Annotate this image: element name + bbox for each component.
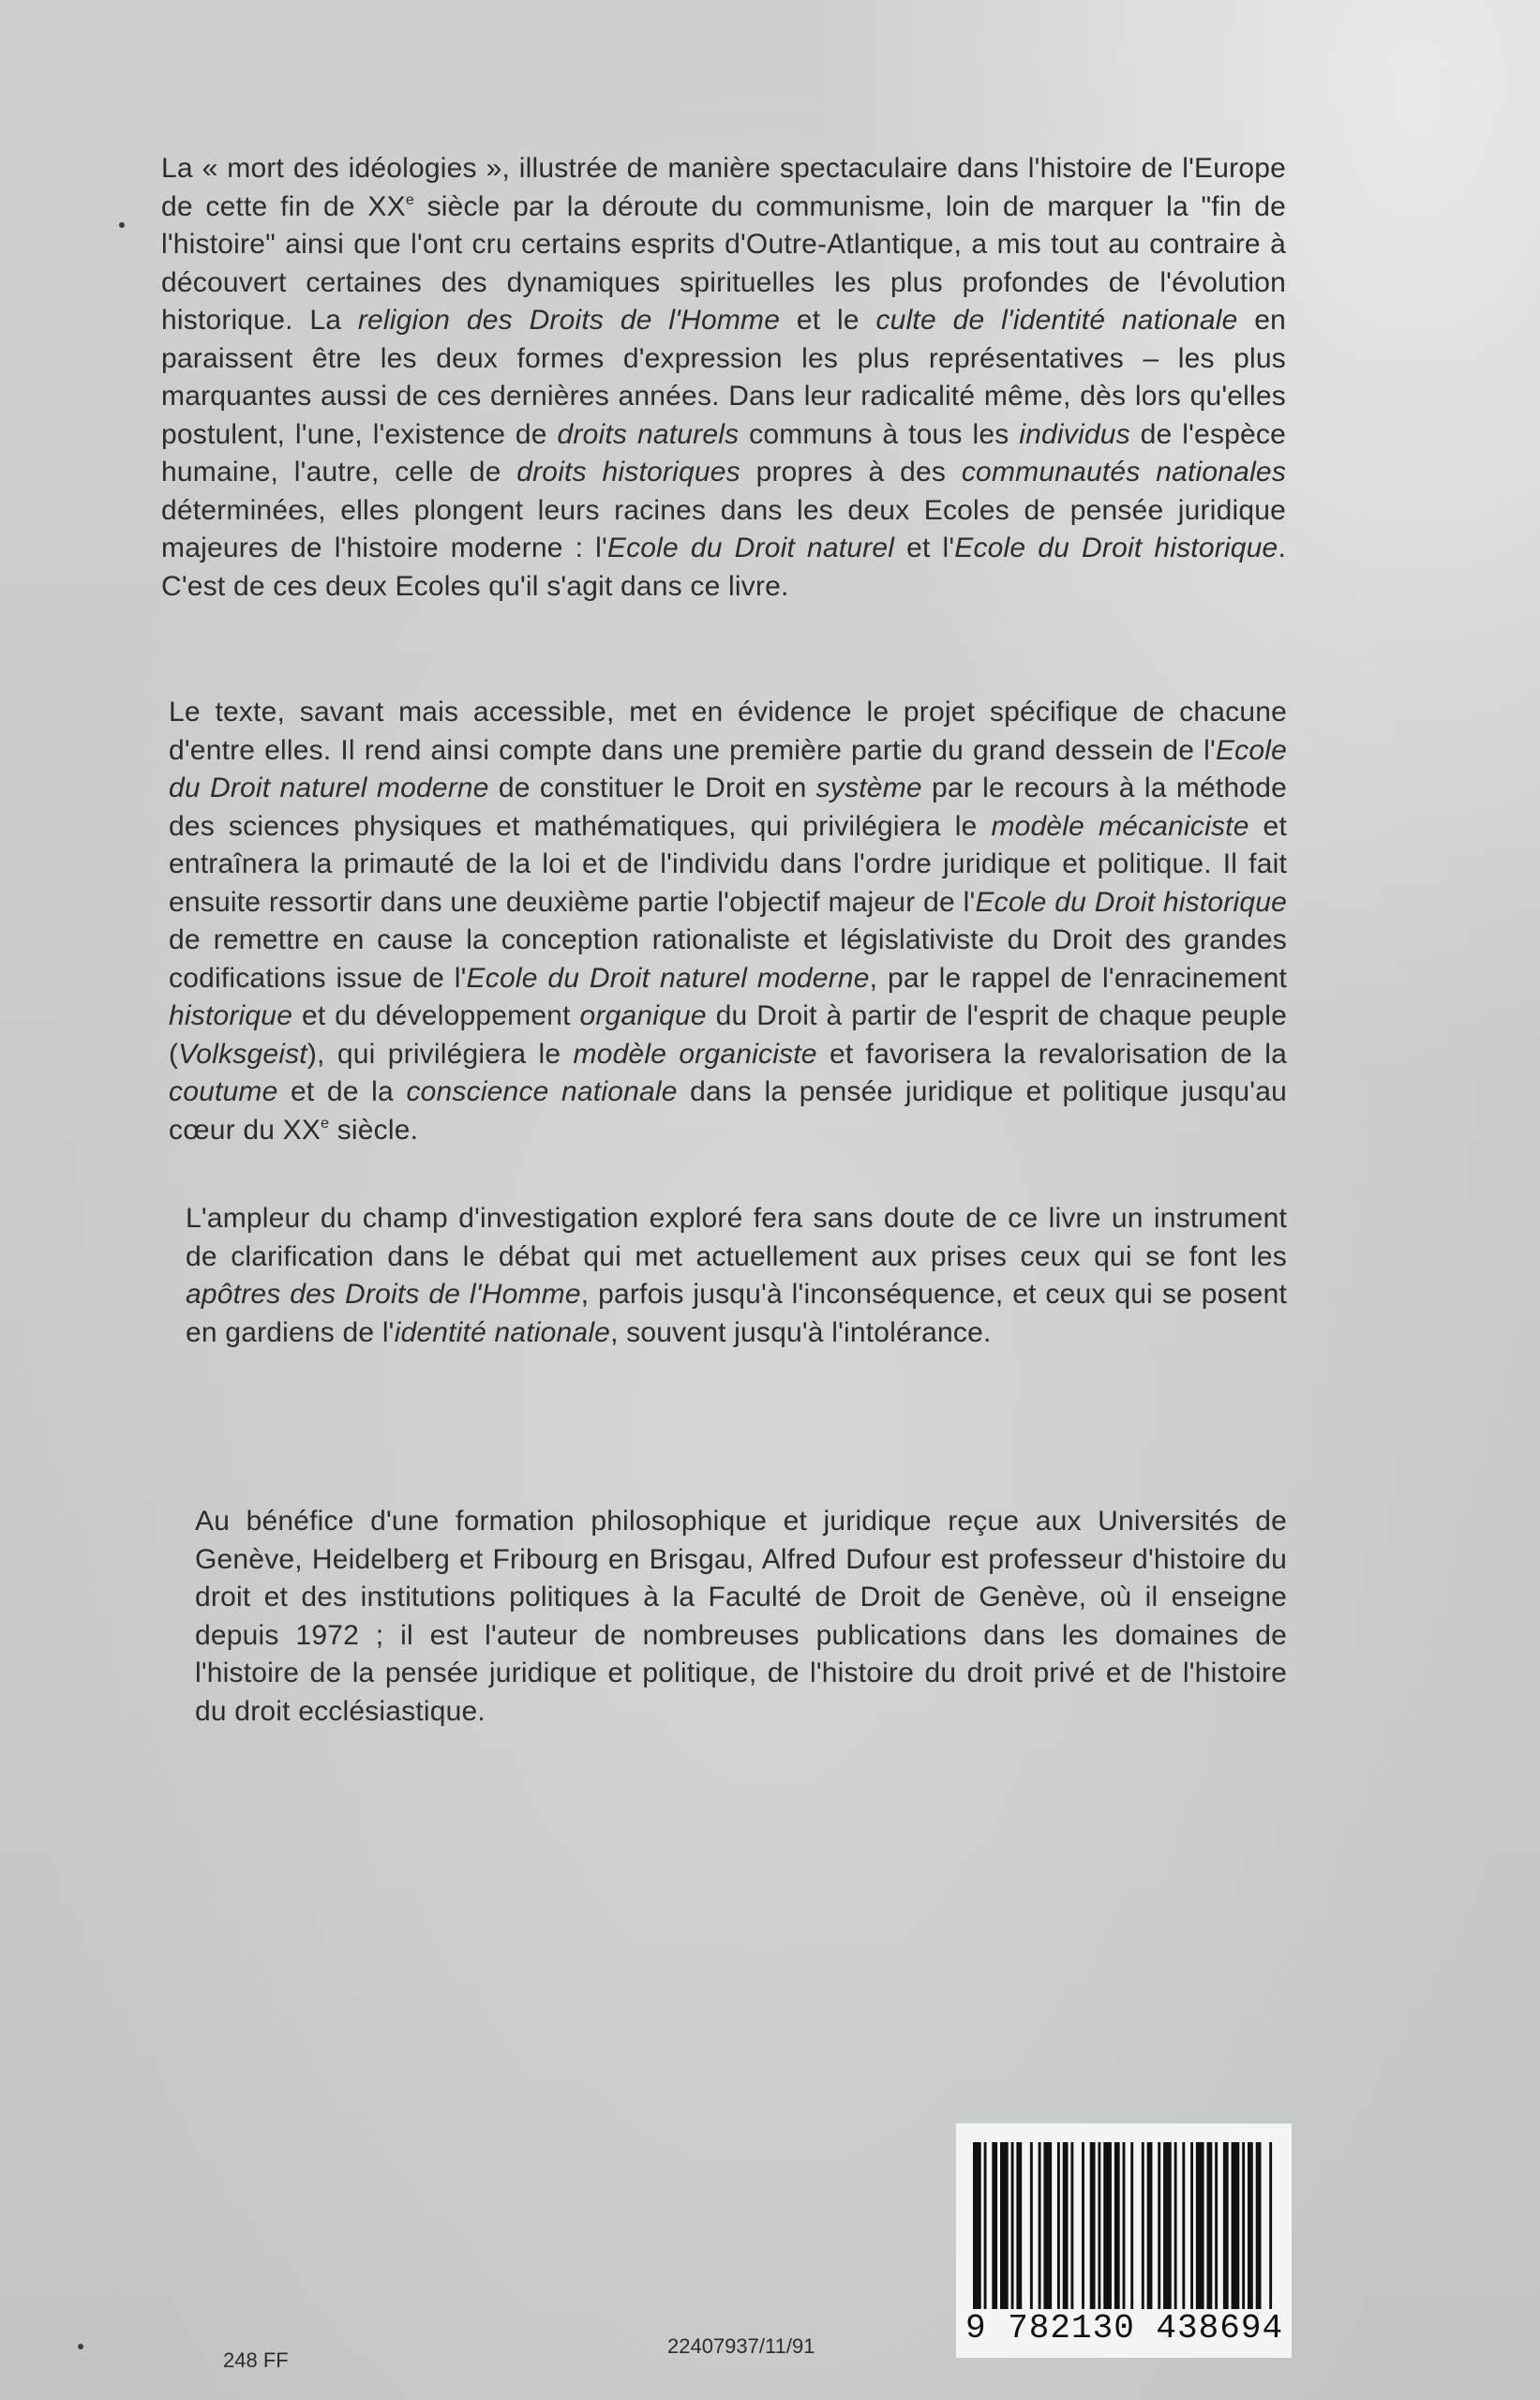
speck xyxy=(119,222,125,228)
blurb-paragraph-3: L'ampleur du champ d'investigation exploré fera sans doute de ce livre un instrument de clarification dans le débat qui met actuellement aux prises ceux qui se font les apôtres des Droits de l'Homme, parfois jusqu'à l'inconséquence, et ceux qui se posent en gardiens de l'identité nationale, souvent jusqu'à l'intolérance. xyxy=(186,1203,1287,1348)
price-label: 248 FF xyxy=(223,2348,289,2372)
author-bio: Au bénéfice d'une formation philosophique et juridique reçue aux Universités de Genève, Heidelberg et Fribourg en Brisgau, Alfred Dufour est professeur d'histoire du droit et des institutions politiques à la Faculté de Droit de Genève, où il enseigne depuis 1972 ; il est l'auteur de nombreuses publications dans les domaines de l'histoire de la pensée juridique et politique, de l'histoire du droit privé et de l'histoire du droit ecclésiastique. xyxy=(195,1506,1287,1727)
blurb-paragraph-1: La « mort des idéologies », illustrée de manière spectaculaire dans l'histoire de l'Europe de cette fin de XXe siècle par la déroute du communisme, loin de marquer la "fin de l'histoire" ainsi que l'ont cru certains esprits d'Outre-Atlantique, a mis tout au contraire à découvert certaines des dynamiques spirituelles les plus profondes de l'évolution historique. La religion des Droits de l'Homme et le culte de l'identité nationale en paraissent être les deux formes d'expression les plus représentatives – les plus marquantes aussi de ces dernières années. Dans leur radicalité même, dès lors qu'elles postulent, l'une, l'existence de droits naturels communs à tous les individus de l'espèce humaine, l'autre, celle de droits historiques propres à des communautés nationales déterminées, elles plongent leurs racines dans les deux Ecoles de pensée juridique majeures de l'histoire moderne : l'Ecole du Droit naturel et l'Ecole du Droit historique. C'est de ces deux Ecoles qu'il s'agit dans ce livre. xyxy=(161,153,1287,602)
isbn-barcode xyxy=(956,2123,1292,2358)
print-code: 22407937/11/91 xyxy=(667,2334,815,2358)
speck xyxy=(78,2344,83,2349)
isbn-number: 9 782130 438694 xyxy=(965,2309,1284,2348)
barcode-bars xyxy=(973,2142,1275,2309)
blurb-paragraph-2: Le texte, savant mais accessible, met en évidence le projet spécifique de chacune d'entre elles. Il rend ainsi compte dans une première partie du grand dessein de l'Ecole du Droit naturel moderne de constituer le Droit en système par le recours à la méthode des sciences physiques et mathématiques, qui privilégiera le modèle mécaniciste et entraînera la primauté de la loi et de l'individu dans l'ordre juridique et politique. Il fait ensuite ressortir dans une deuxième partie l'objectif majeur de l'Ecole du Droit historique de remettre en cause la conception rationaliste et législativiste du Droit des grandes codifications issue de l'Ecole du Droit naturel moderne, par le rappel de l'enracinement historique et du développement organique du Droit à partir de l'esprit de chaque peuple (Volksgeist), qui privilégiera le modèle organiciste et favorisera la revalorisation de la coutume et de la conscience nationale dans la pensée juridique et politique jusqu'au cœur du XXe siècle. xyxy=(169,697,1287,1146)
